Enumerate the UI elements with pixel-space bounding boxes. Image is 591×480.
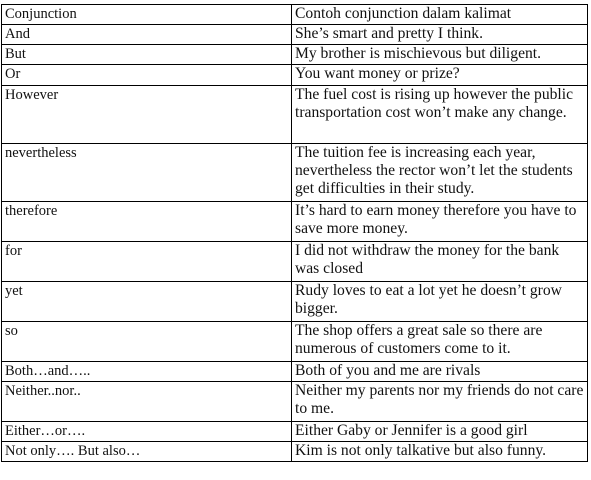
conjunction-cell: However (2, 86, 292, 144)
table-row (2, 282, 588, 322)
example-cell: Both of you and me are rivals (292, 362, 588, 382)
table-header-row (2, 5, 588, 25)
example-cell: Neither my parents nor my friends do not care to me. (292, 382, 588, 422)
table-row (2, 202, 588, 242)
example-cell: The shop offers a great sale so there are numerous of customers come to it. (292, 322, 588, 362)
example-cell: The tuition fee is increasing each year, nevertheless the rector won’t let the students get difficulties in their study. (292, 144, 588, 202)
conjunction-cell: But (2, 45, 292, 65)
table-row (2, 422, 588, 442)
conjunction-cell: for (2, 242, 292, 282)
conjunction-cell: yet (2, 282, 292, 322)
header-example: Contoh conjunction dalam kalimat (292, 5, 588, 25)
example-cell: The fuel cost is rising up however the public transportation cost won’t make any change. (292, 86, 588, 144)
table-row (2, 144, 588, 202)
example-cell: You want money or prize? (292, 65, 588, 86)
conjunction-cell: Either…or…. (2, 422, 292, 442)
conjunction-cell: nevertheless (2, 144, 292, 202)
conjunction-cell: Both…and….. (2, 362, 292, 382)
table-row (2, 242, 588, 282)
example-cell: She’s smart and pretty I think. (292, 25, 588, 45)
conjunction-table (1, 4, 588, 462)
conjunction-cell: Or (2, 65, 292, 86)
conjunction-cell: Not only…. But also… (2, 442, 292, 462)
example-cell: I did not withdraw the money for the bank was closed (292, 242, 588, 282)
table-row (2, 382, 588, 422)
example-cell: It’s hard to earn money therefore you have to save more money. (292, 202, 588, 242)
example-cell: Either Gaby or Jennifer is a good girl (292, 422, 588, 442)
table-row (2, 86, 588, 144)
conjunction-cell: therefore (2, 202, 292, 242)
example-cell: Rudy loves to eat a lot yet he doesn’t grow bigger. (292, 282, 588, 322)
conjunction-cell: And (2, 25, 292, 45)
conjunction-cell: so (2, 322, 292, 362)
conjunction-cell: Neither..nor.. (2, 382, 292, 422)
table-row (2, 322, 588, 362)
table-row (2, 442, 588, 462)
header-conjunction: Conjunction (2, 5, 292, 25)
table-row (2, 65, 588, 86)
example-cell: Kim is not only talkative but also funny. (292, 442, 588, 462)
table-row (2, 362, 588, 382)
table-row (2, 45, 588, 65)
example-cell: My brother is mischievous but diligent. (292, 45, 588, 65)
table-row (2, 25, 588, 45)
